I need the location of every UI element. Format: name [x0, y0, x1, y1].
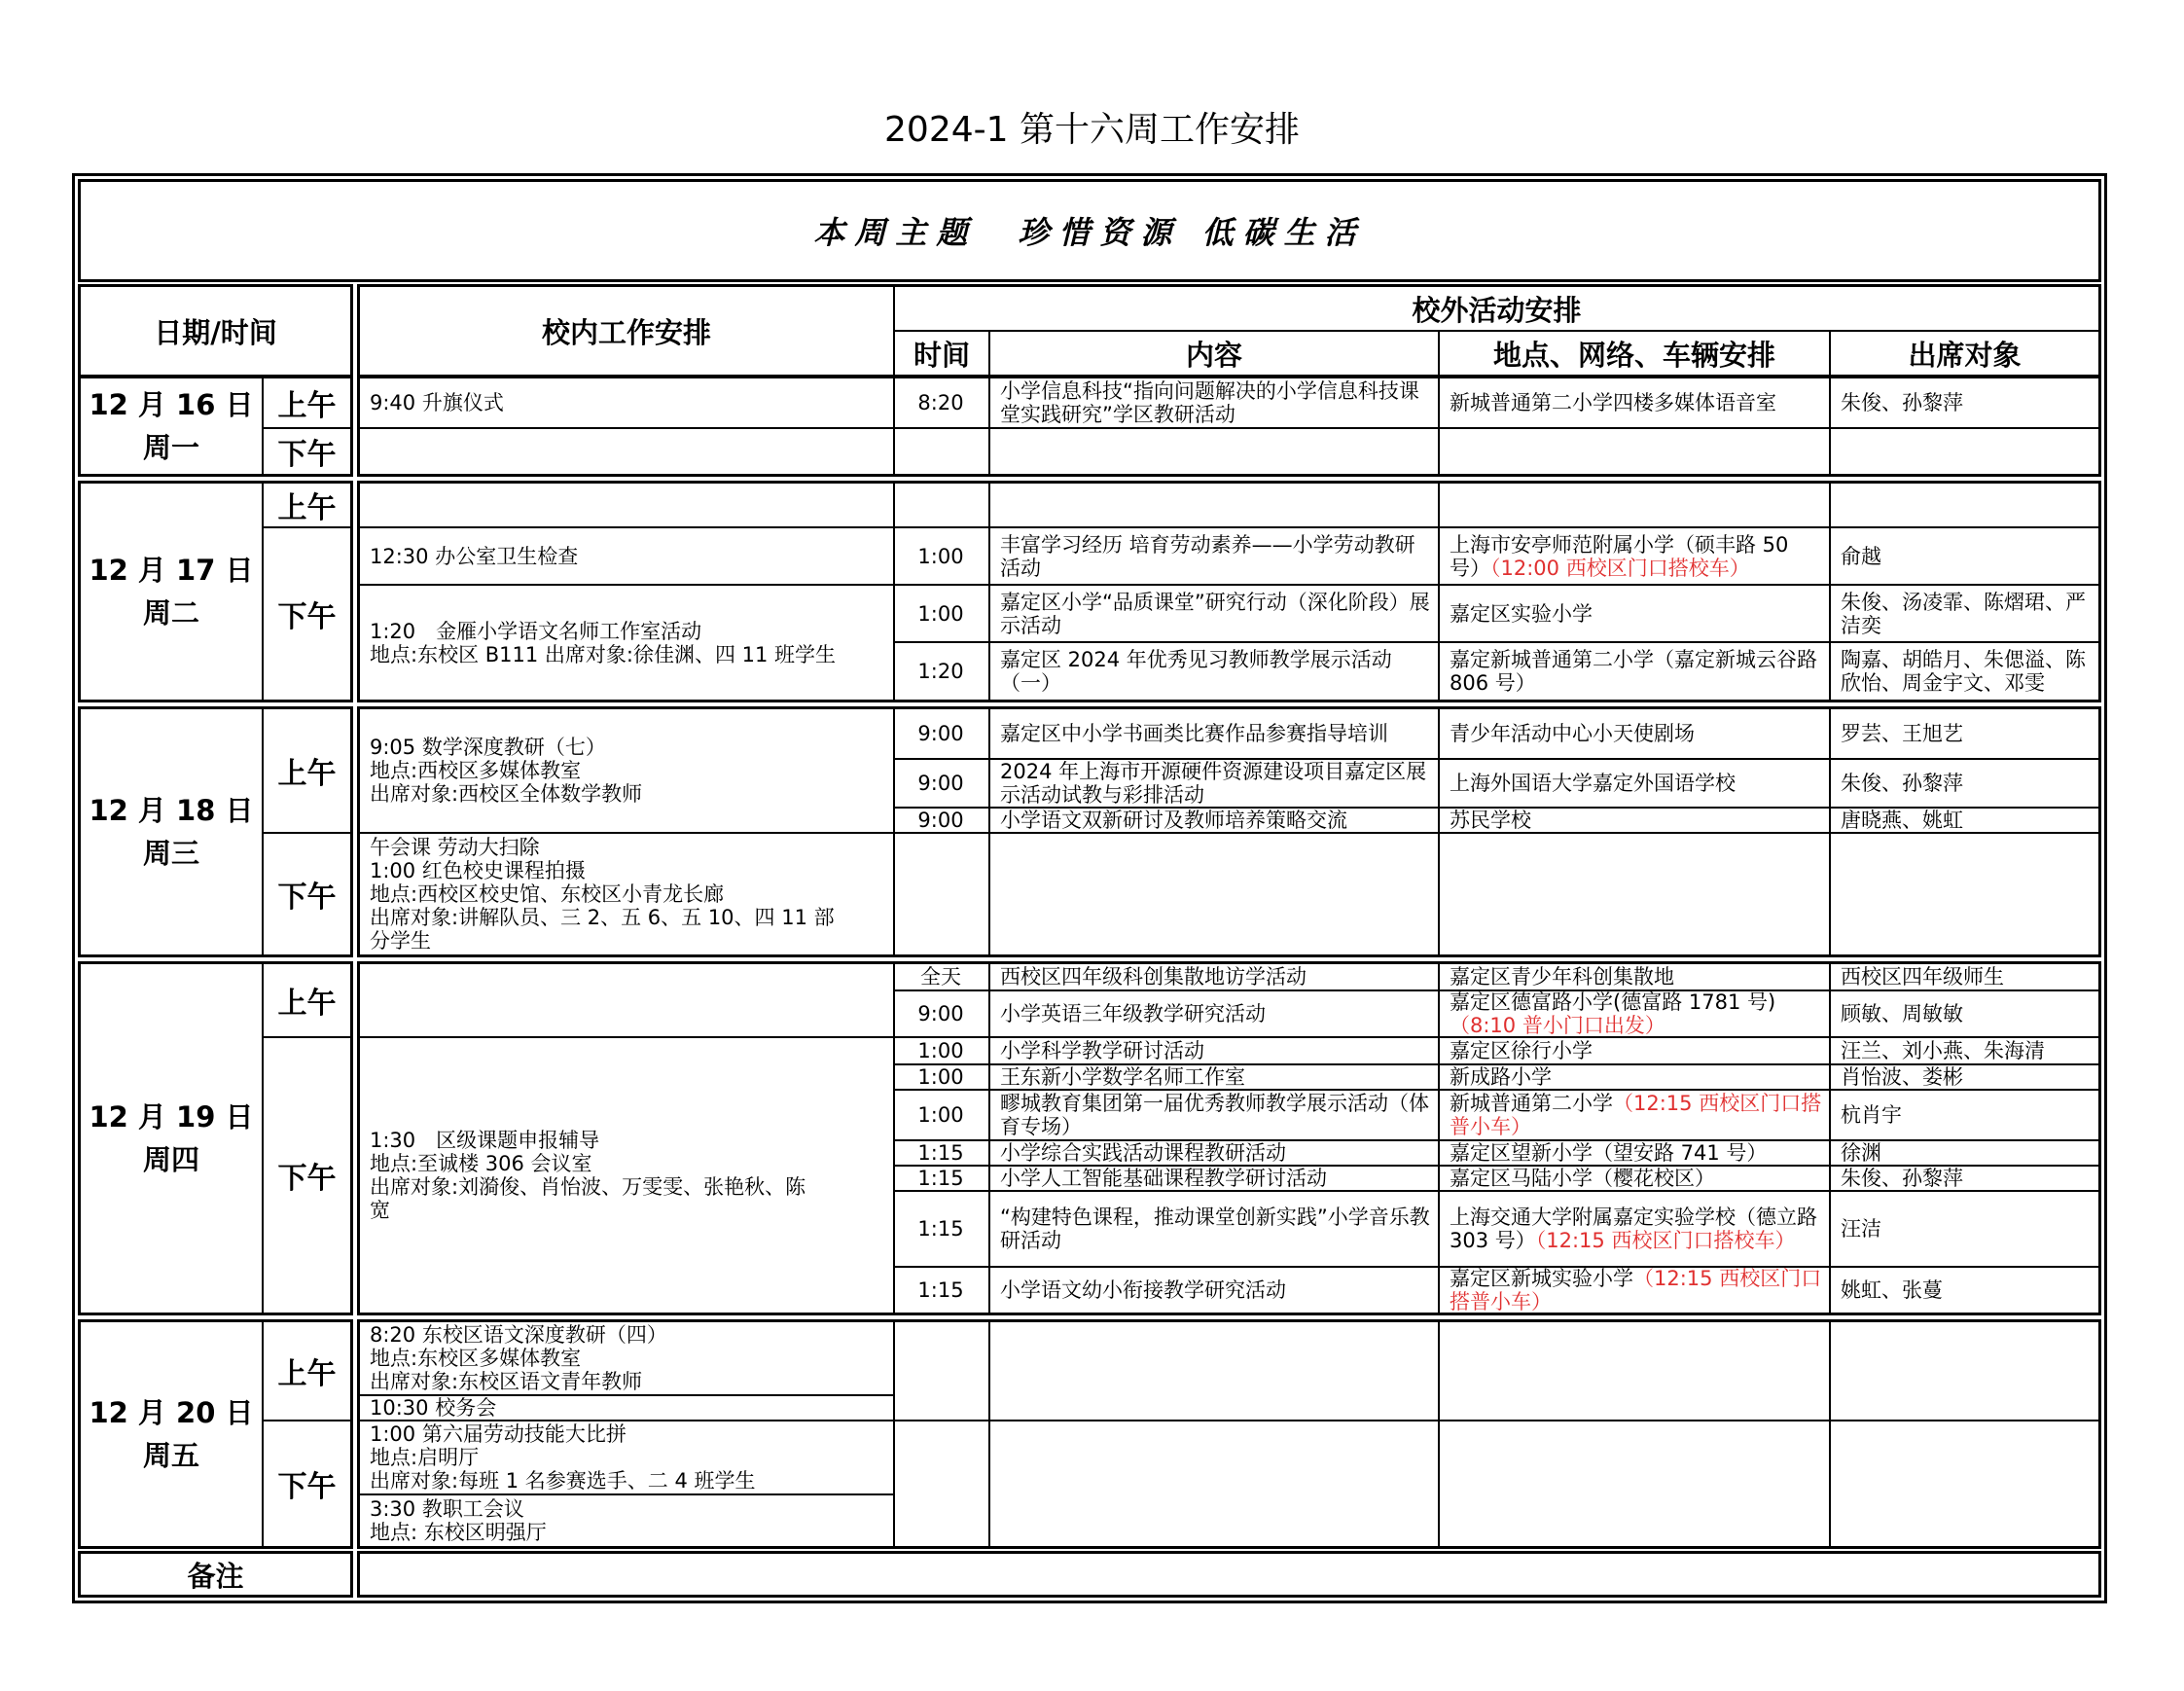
external-location-cell: [1440, 1167, 1829, 1190]
internal-line: 1:20 金雁小学语文名师工作室活动: [370, 619, 702, 643]
external-location: 上海交通大学附属嘉定实验学校（德立路 303 号）: [1450, 1205, 1817, 1252]
external-location-cell: [1440, 1091, 1829, 1139]
internal-line: 出席对象:每班 1 名参赛选手、二 4 班学生: [370, 1469, 756, 1493]
external-location-note: （12:15 西校区门口搭普小车）: [1450, 1092, 1822, 1138]
external-content-cell: [990, 528, 1438, 584]
date-mon: 12 月 16 日: [89, 388, 254, 421]
external-attendees: 顾敏、周敏敏: [1841, 1002, 1963, 1025]
internal-fri-pm-2: [360, 1495, 893, 1546]
date-thu: 12 月 19 日: [89, 1100, 254, 1133]
external-location: 嘉定区望新小学（望安路 741 号）: [1450, 1141, 1768, 1165]
external-time: 1:20: [917, 660, 964, 683]
internal-line: 地点: 东校区明强厅: [370, 1521, 547, 1544]
external-location: 嘉定新城普通第二小学（嘉定新城云谷路 806 号）: [1450, 648, 1817, 695]
external-time: 9:00: [917, 1002, 964, 1025]
external-location-cell: [1440, 1065, 1829, 1089]
external-content: 丰富学习经历 培育劳动素养——小学劳动教研活动: [1000, 532, 1415, 580]
external-content-cell: [990, 1192, 1438, 1266]
internal-mon-am: [360, 378, 893, 427]
internal-tue-pm-2: [360, 586, 893, 700]
header-external: 校外活动安排: [1412, 293, 1582, 327]
external-content-cell: [990, 809, 1438, 832]
external-location: 上海外国语大学嘉定外国语学校: [1450, 772, 1736, 795]
external-attendees: 徐渊: [1841, 1141, 1881, 1165]
external-time: 1:00: [917, 544, 964, 568]
external-location: 新成路小学: [1450, 1065, 1552, 1089]
internal-line: 出席对象:西校区全体数学教师: [370, 782, 643, 806]
external-location-cell: [1440, 991, 1829, 1036]
weekday-thu: 周四: [142, 1143, 199, 1176]
external-time: 1:15: [917, 1167, 964, 1190]
external-location-cell: [1440, 1192, 1829, 1266]
external-attendees: 朱俊、孙黎萍: [1841, 772, 1963, 795]
external-content-cell: [990, 760, 1438, 807]
external-location-note: （12:15 西校区门口搭校车）: [1535, 1229, 1796, 1252]
external-attendees-cell: [1831, 1167, 2098, 1190]
external-content-cell: [990, 991, 1438, 1036]
header-date-time: 日期/时间: [154, 315, 277, 349]
external-time-cell: [893, 760, 988, 807]
external-attendees-cell: [1831, 964, 2098, 989]
internal-thu-pm: [360, 1038, 893, 1313]
external-content-cell: [990, 1065, 1438, 1089]
weekday-fri: 周五: [142, 1439, 199, 1472]
external-time: 1:00: [917, 1065, 964, 1089]
weekday-tue: 周二: [142, 596, 199, 630]
external-attendees: 俞越: [1841, 544, 1881, 568]
external-content: 王东新小学数学名师工作室: [1000, 1065, 1245, 1089]
internal-line: 地点:西校区校史馆、东校区小青龙长廊: [370, 882, 725, 906]
internal-fri-pm-1: [360, 1421, 893, 1493]
external-attendees-cell: [1831, 809, 2098, 832]
internal-wed-am: [360, 709, 893, 832]
date-fri: 12 月 20 日: [89, 1396, 254, 1429]
external-location-cell: [1440, 964, 1829, 989]
external-location: 青少年活动中心小天使剧场: [1450, 722, 1695, 745]
external-location-cell: [1440, 586, 1829, 641]
external-attendees: 朱俊、孙黎萍: [1841, 1167, 1963, 1190]
internal-line: 地点:东校区多媒体教室: [370, 1347, 582, 1370]
external-time-cell: [893, 1038, 988, 1063]
internal-line: 地点:至诚楼 306 会议室: [370, 1152, 592, 1175]
external-attendees-cell: [1831, 586, 2098, 641]
external-location: 嘉定区青少年科创集散地: [1450, 965, 1674, 989]
external-location-cell: [1440, 643, 1829, 700]
external-attendees-cell: [1831, 528, 2098, 584]
external-location-note: （12:15 西校区门口搭普小车）: [1450, 1268, 1822, 1313]
internal-wed-pm: [360, 834, 893, 954]
wed-am-label: 上午: [277, 757, 337, 791]
internal-line: 出席对象:讲解队员、三 2、五 6、五 10、四 11 部: [370, 906, 835, 929]
remarks-value: [360, 1554, 2098, 1595]
external-content: 西校区四年级科创集散地访学活动: [1000, 965, 1307, 989]
fri-pm-label: 下午: [277, 1470, 337, 1504]
mon-pm-label: 下午: [277, 438, 337, 472]
external-attendees-cell: [1831, 709, 2098, 758]
internal-line: 1:30 区级课题申报辅导: [370, 1129, 600, 1152]
week-theme: 本周主题 珍惜资源 低碳生活: [813, 214, 1366, 251]
external-location: 嘉定区马陆小学（樱花校区）: [1450, 1167, 1715, 1190]
external-time: 1:15: [917, 1278, 964, 1302]
internal-line: 12:30 办公室卫生检查: [370, 544, 579, 568]
external-time: 9:00: [917, 722, 964, 745]
external-content: 小学人工智能基础课程教学研讨活动: [1000, 1167, 1327, 1190]
external-attendees: 朱俊、汤凌霏、陈熠珺、严洁奕: [1841, 590, 2086, 637]
header-content: 内容: [1185, 338, 1242, 372]
header-location: 地点、网络、车辆安排: [1492, 338, 1775, 372]
external-time-cell: [893, 991, 988, 1036]
day-wed: [81, 709, 262, 954]
external-time-cell: [893, 1091, 988, 1139]
external-attendees: 陶嘉、胡皓月、朱偲溢、陈欣怡、周金宇文、邓雯: [1841, 648, 2086, 695]
internal-line: 10:30 校务会: [370, 1396, 497, 1420]
external-location-cell: [1440, 528, 1829, 584]
internal-line: 地点:启明厅: [370, 1446, 480, 1469]
wed-pm-label: 下午: [277, 881, 337, 915]
external-time: 9:00: [917, 772, 964, 795]
external-attendees-cell: [1831, 378, 2098, 427]
day-tue: [81, 484, 262, 700]
external-content: “构建特色课程，推动课堂创新实践”小学音乐教研活动: [1000, 1205, 1430, 1252]
external-location-note: （12:00 西校区门口搭校车）: [1490, 556, 1750, 580]
internal-line: 8:20 东校区语文深度教研（四）: [370, 1323, 667, 1347]
external-attendees-cell: [1831, 760, 2098, 807]
internal-line: 地点:西校区多媒体教室: [370, 759, 582, 782]
internal-fri-am-2: [360, 1396, 893, 1420]
external-time-cell: [893, 1065, 988, 1089]
page-title: 2024-1 第十六周工作安排: [884, 110, 1300, 150]
internal-line: 9:40 升旗仪式: [370, 391, 504, 414]
external-attendees-cell: [1831, 1192, 2098, 1266]
external-location-cell: [1440, 760, 1829, 807]
external-content-cell: [990, 1091, 1438, 1139]
external-time-cell: [893, 643, 988, 700]
internal-line: 3:30 教职工会议: [370, 1497, 524, 1521]
external-content-cell: [990, 643, 1438, 700]
external-content: 小学语文双新研讨及教师培养策略交流: [1000, 809, 1347, 832]
header-attendees: 出席对象: [1908, 338, 2022, 372]
internal-line: 分学生: [370, 929, 431, 953]
external-attendees: 朱俊、孙黎萍: [1841, 391, 1963, 414]
internal-line: 出席对象:刘漪俊、肖怡波、万雯雯、张艳秋、陈: [370, 1175, 806, 1199]
external-attendees: 肖怡波、娄彬: [1841, 1065, 1963, 1089]
external-time-cell: [893, 964, 988, 989]
internal-line: 9:05 数学深度教研（七）: [370, 736, 606, 759]
external-attendees-cell: [1831, 1038, 2098, 1063]
external-time-cell: [893, 1141, 988, 1165]
external-time: 8:20: [917, 391, 964, 414]
external-content: 2024 年上海市开源硬件资源建设项目嘉定区展示活动试教与彩排活动: [1000, 760, 1427, 807]
external-content: 小学语文幼小衔接教学研究活动: [1000, 1278, 1286, 1302]
external-time: 全天: [920, 965, 961, 989]
tue-am-label: 上午: [277, 491, 337, 525]
external-location: 上海市安亭师范附属小学（硕丰路 50 号）: [1450, 532, 1789, 580]
external-content-cell: [990, 586, 1438, 641]
external-content: 小学科学教学研讨活动: [1000, 1039, 1204, 1062]
internal-line: 出席对象:东校区语文青年教师: [370, 1370, 643, 1393]
external-location-cell: [1440, 1141, 1829, 1165]
external-location: 嘉定区实验小学: [1450, 601, 1593, 626]
external-attendees: 汪洁: [1841, 1217, 1881, 1241]
external-content-cell: [990, 1268, 1438, 1313]
external-location: 苏民学校: [1450, 809, 1531, 832]
external-attendees: 杭肖宇: [1841, 1103, 1902, 1127]
external-time: 1:00: [917, 601, 964, 626]
external-location: 嘉定区徐行小学: [1450, 1039, 1593, 1062]
external-time-cell: [893, 586, 988, 641]
external-location-note: （8:10 普小门口出发）: [1450, 1014, 1665, 1036]
external-time-cell: [893, 709, 988, 758]
external-time: 9:00: [917, 809, 964, 832]
external-time-cell: [893, 1167, 988, 1190]
thu-pm-label: 下午: [277, 1162, 337, 1196]
internal-line: 地点:东校区 B111 出席对象:徐佳渊、四 11 班学生: [370, 642, 837, 666]
external-location-cell: [1440, 709, 1829, 758]
external-content: 嘉定区小学“品质课堂”研究行动（深化阶段）展示活动: [1000, 590, 1430, 637]
header-time: 时间: [913, 338, 970, 372]
external-time: 1:15: [917, 1217, 964, 1241]
day-fri: [81, 1322, 262, 1546]
external-content-cell: [990, 964, 1438, 989]
external-location-cell: [1440, 1038, 1829, 1063]
external-location-cell: [1440, 809, 1829, 832]
internal-line: 1:00 第六届劳动技能大比拼: [370, 1422, 627, 1446]
external-location-cell: [1440, 378, 1829, 427]
external-attendees: 唐晓燕、姚虹: [1841, 809, 1963, 832]
external-attendees: 西校区四年级师生: [1841, 965, 2004, 989]
external-location-cell: [1440, 1268, 1829, 1313]
external-attendees: 姚虹、张蔓: [1841, 1278, 1943, 1302]
date-tue: 12 月 17 日: [89, 554, 254, 587]
external-attendees: 罗芸、王旭艺: [1841, 722, 1963, 745]
external-content-cell: [990, 1038, 1438, 1063]
external-content-cell: [990, 1167, 1438, 1190]
external-content-cell: [990, 709, 1438, 758]
external-location: 新城普通第二小学四楼多媒体语音室: [1450, 391, 1776, 414]
mon-am-label: 上午: [277, 389, 337, 423]
external-attendees: 汪兰、刘小燕、朱海清: [1841, 1039, 2045, 1062]
external-time-cell: [893, 1192, 988, 1266]
fri-am-label: 上午: [277, 1357, 337, 1391]
internal-line: 午会课 劳动大扫除: [370, 836, 540, 859]
header-internal: 校内工作安排: [541, 315, 711, 349]
external-attendees-cell: [1831, 1091, 2098, 1139]
external-time: 1:15: [917, 1141, 964, 1165]
thu-am-label: 上午: [277, 987, 337, 1021]
external-content-cell: [990, 378, 1438, 427]
external-content: 疁城教育集团第一届优秀教师教学展示活动（体育专场）: [1000, 1092, 1429, 1138]
external-content: 小学英语三年级教学研究活动: [1000, 1002, 1266, 1025]
internal-line: 宽: [370, 1199, 390, 1222]
internal-line: 1:00 红色校史课程拍摄: [370, 859, 586, 882]
external-location: 嘉定区新城实验小学: [1450, 1268, 1633, 1290]
external-time: 1:00: [917, 1039, 964, 1062]
external-content: 嘉定区 2024 年优秀见习教师教学展示活动（一）: [1000, 648, 1392, 695]
external-attendees-cell: [1831, 1141, 2098, 1165]
external-time-cell: [893, 528, 988, 584]
external-time: 1:00: [917, 1103, 964, 1127]
external-attendees-cell: [1831, 1065, 2098, 1089]
external-time-cell: [893, 378, 988, 427]
day-mon: [81, 378, 262, 474]
tue-pm-label: 下午: [277, 600, 337, 634]
internal-fri-am-1: [360, 1322, 893, 1394]
weekday-mon: 周一: [142, 431, 199, 464]
remarks-label: 备注: [187, 1559, 244, 1593]
external-content: 嘉定区中小学书画类比赛作品参赛指导培训: [1000, 722, 1388, 745]
external-content: 小学综合实践活动课程教研活动: [1000, 1141, 1286, 1165]
external-attendees-cell: [1831, 1268, 2098, 1313]
weekday-wed: 周三: [142, 837, 199, 870]
external-location: 新城普通第二小学: [1450, 1092, 1613, 1115]
external-time-cell: [893, 809, 988, 832]
external-time-cell: [893, 1268, 988, 1313]
external-location: 嘉定区德富路小学(德富路 1781 号): [1450, 991, 1776, 1014]
external-content-cell: [990, 1141, 1438, 1165]
date-wed: 12 月 18 日: [89, 794, 254, 827]
external-attendees-cell: [1831, 643, 2098, 700]
internal-tue-pm-1: [360, 528, 893, 584]
external-attendees-cell: [1831, 991, 2098, 1036]
external-content: 小学信息科技“指向问题解决的小学信息科技课堂实践研究”学区教研活动: [1000, 379, 1419, 426]
day-thu: [81, 964, 262, 1313]
